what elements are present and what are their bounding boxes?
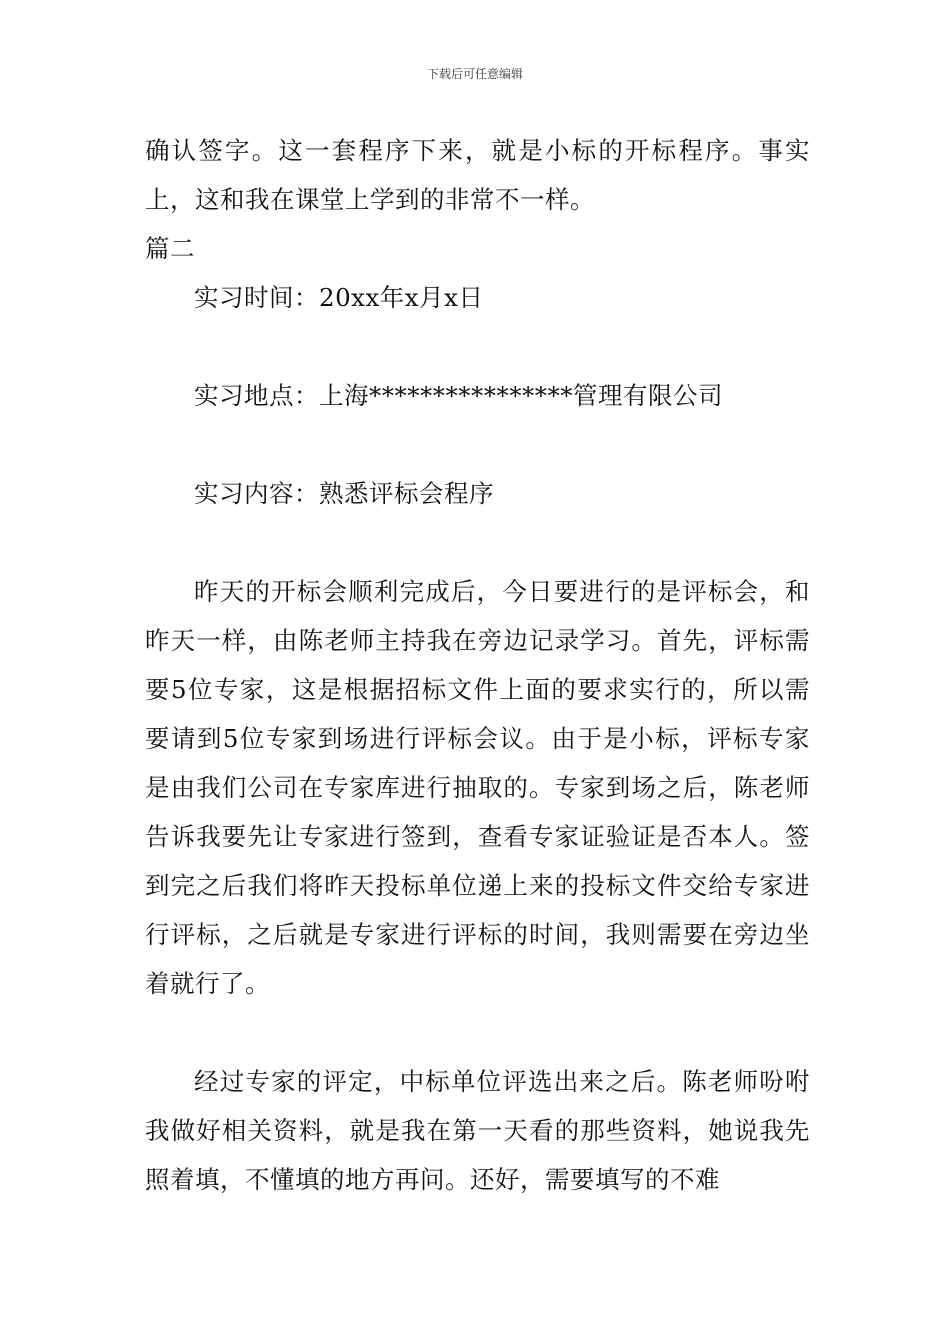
paragraph-after-evaluation: 经过专家的评定，中标单位评选出来之后。陈老师吩咐我做好相关资料，就是我在第一天看的那些资料，她说我先照着填，不懂填的地方再问。还好，需要填写的不难 — [145, 1067, 810, 1194]
page-header-note: 下载后可任意编辑 — [426, 67, 523, 81]
paragraph-continuation: 确认签字。这一套程序下来，就是小标的开标程序。事实上，这和我在课堂上学到的非常不一样。 — [145, 136, 810, 214]
section-title: 篇二 — [145, 234, 195, 263]
paragraph-evaluation-meeting: 昨天的开标会顺利完成后，今日要进行的是评标会，和昨天一样，由陈老师主持我在旁边记录学习。首先，评标需要5位专家，这是根据招标文件上面的要求实行的，所以需要请到5位专家到场进行评标会议。由于是小标，评标专家是由我们公司在专家库进行抽取的。专家到场之后，陈老师告诉我要先让专家进行签到，查看专家证验证是否本人。签到完之后我们将昨天投标单位递上来的投标文件交给专家进行评标，之后就是专家进行评标的时间，我则需要在旁边坐着就行了。 — [145, 577, 810, 998]
internship-content-line: 实习内容：熟悉评标会程序 — [194, 479, 494, 508]
internship-time-line: 实习时间：20xx年x月x日 — [194, 283, 484, 312]
internship-place-line: 实习地点：上海****************管理有限公司 — [194, 381, 723, 410]
document-body — [145, 126, 810, 1204]
